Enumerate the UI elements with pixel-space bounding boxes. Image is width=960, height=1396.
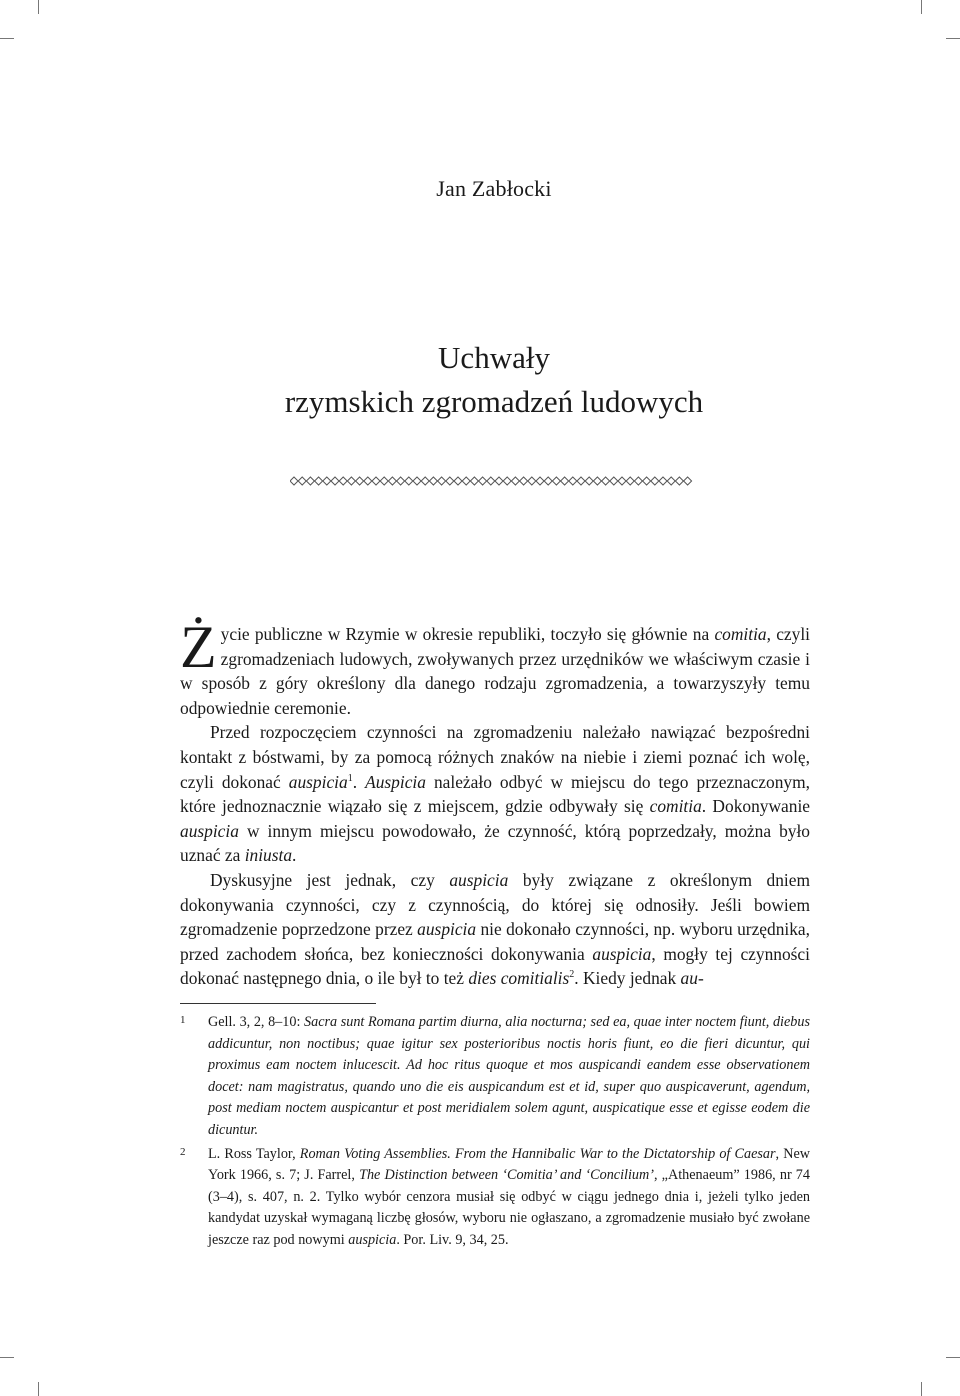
ornament-diamond [602,477,610,485]
ornament-diamond [569,477,577,485]
ornament-diamond [585,477,593,485]
ornament-diamond [454,477,462,485]
crop-mark-top-right-v [921,0,922,14]
ornament-diamond [429,477,437,485]
paragraph-3: Dyskusyjne jest jednak, czy auspicia były związane z określonym dniem dokonywania czynności, czy z czynnością, do której się odnosiły. Jeśli bowiem zgromadzenie poprzedzone przez auspicia nie dokonało czynności, np. wyboru urzędnika, przed zachodem słońca, bez konieczności dokonywania auspicia, mogły tej czynności dokonać następnego dnia, o ile był to też dies comitialis$^2$. Kiedy jednak au- [180,869,811,989]
footnote-ref-2[interactable]: 2 [569,969,575,981]
ornament-diamond [356,477,364,485]
crop-mark-bottom-right-h [946,1357,960,1358]
ornament-diamond [618,477,626,485]
decorative-ornament-rule [290,474,696,488]
ornament-diamond [372,477,380,485]
ornament-diamond [511,477,519,485]
paragraph-2: Przed rozpoczęciem czynności na zgromadzeniu należało nawiązać bezpośredni kontakt z bóstwami, by za pomocą różnych znaków na niebie i ziemi poznać ich wolę, czyli dokonać auspicia$^1$. Auspicia należało odbyć w miejscu do tego przeznaczonym, które jednoznacznie wiązało się z miejscem, gdzie odbywały się comitia. Dokonywanie auspicia w innym miejscu powodowało, że czynność, którą poprzedzały, można było uznać za iniusta. [180,722,810,866]
ornament-diamond [380,477,388,485]
ornament-diamond [479,477,487,485]
ornament-diamond [675,477,683,485]
crop-mark-bottom-right-v [921,1382,922,1396]
ornament-diamond [323,477,331,485]
ornament-diamond [347,477,355,485]
crop-mark-bottom-left-v [38,1382,39,1396]
footnote-number: 2 [180,1145,186,1158]
ornament-diamond [290,477,298,485]
ornament-diamond [397,477,405,485]
ornament-diamond [577,477,585,485]
drop-cap: Ż [180,614,217,680]
ornament-diamond [520,477,528,485]
article-body [180,614,811,991]
ornament-diamond [487,477,495,485]
ornament-diamond [339,477,347,485]
footnote-ref-1[interactable]: 1 [347,772,353,784]
author-name: Jan Zabłocki [436,176,552,201]
footnote-divider [180,1003,376,1004]
ornament-diamond [659,477,667,485]
ornament-diamond [561,477,569,485]
ornament-diamond [544,477,552,485]
crop-mark-top-left-v [38,0,39,14]
ornament-diamond [315,477,323,485]
footnote-2: 2 L. Ross Taylor, Roman Voting Assemblies. From the Hannibalic War to the Dictatorship of Caesar, New York 1966, s. 7; J. Farrel, The Distinction between ‘Comitia’ and ‘Concilium’, „Athenaeum” 1986, nr 74 (3–4), s. 407, n. 2. Tylko wybór cenzora musiał się odbyć w ciągu jednego dnia i, jeżeli tylko jeden kandydat uzyskał wymaganą liczbę głosów, wyboru nie ogłaszano, a zgromadzenie musiało być zwołane jeszcze raz pod nowymi auspicia. Por. Liv. 9, 34, 25. [180,1144,810,1252]
title-line-1: Uchwały [438,340,550,375]
ornament-diamond [667,477,675,485]
footnote-1: 1 Gell. 3, 2, 8–10: Sacra sunt Romana partim diurna, alia nocturna; sed ea, quae inter noctem fiunt, diebus addicuntur, non noctibus; quae igitur sex posterioribus noctis horis fiunt, eo die fieri dicuntur, qui proximus eam noctem inlucescit. Ad hoc ritus quoque et mos auspicandi eandem esse observationem docet: nam magistratus, quando uno die eis auspicandum est et id, super quo auspicaverunt, agendum, post mediam noctem auspicantur et post meridialem solem agunt, auspicatique esse et egisse eodem die dicuntur. [180,1012,810,1142]
ornament-diamond [462,477,470,485]
ornament-diamond [388,477,396,485]
ornament-diamond [528,477,536,485]
ornament-diamond [643,477,651,485]
ornament-diamond [610,477,618,485]
ornament-diamond [634,477,642,485]
ornament-diamond [495,477,503,485]
ornament-diamond [626,477,634,485]
ornament-diamond [438,477,446,485]
ornament-diamond [306,477,314,485]
title-line-2: rzymskich zgromadzeń ludowych [284,384,704,419]
crop-mark-bottom-left-h [0,1357,14,1358]
ornament-diamond [298,477,306,485]
ornament-diamond [536,477,544,485]
ornament-diamond [593,477,601,485]
ornament-diamond [503,477,511,485]
ornament-diamond [421,477,429,485]
crop-mark-top-left-h [0,38,14,39]
crop-mark-top-right-h [946,38,960,39]
ornament-diamond [364,477,372,485]
ornament-diamond [331,477,339,485]
paragraph-1: Życie publiczne w Rzymie w okresie republiki, toczyło się głównie na comitia, czyli zgromadzeniach ludowych, zwoływanych przez urzędników we właściwym czasie i w sposób z góry określony dla danego rodzaju zgromadzenia, a towarzyszyły temu odpowiednie ceremonie. [180,614,810,718]
ornament-diamond [470,477,478,485]
article-title [0,336,960,424]
ornament-diamond [684,477,692,485]
ornament-diamond [446,477,454,485]
ornament-diamond [552,477,560,485]
ornament-diamond [405,477,413,485]
ornament-diamond [413,477,421,485]
footnote-number: 1 [180,1014,186,1026]
ornament-diamond [651,477,659,485]
footnotes [180,1012,810,1254]
